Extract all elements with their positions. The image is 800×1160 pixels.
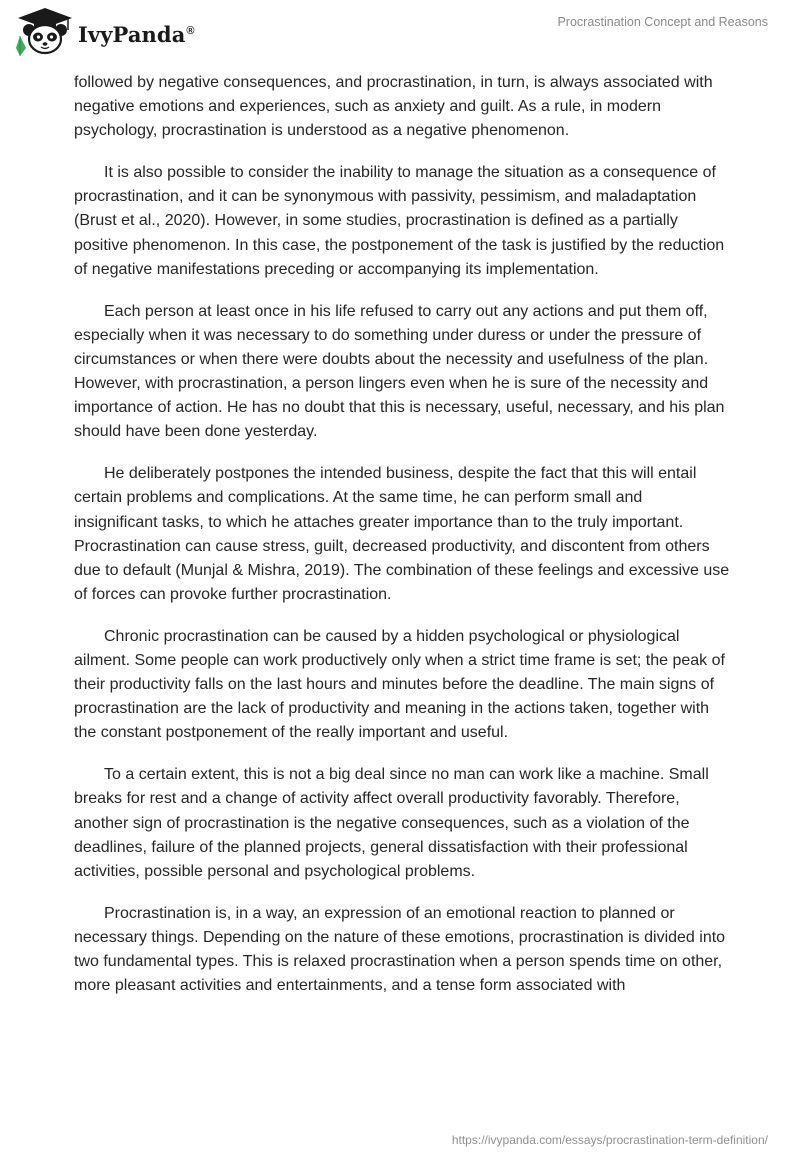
brand-name: IvyPanda® — [78, 21, 195, 47]
paragraph-1: followed by negative consequences, and procrastination, in turn, is always associated with negative emotions and experiences, such as anxiety and guilt. As a rule, in modern psychology, procrastination is understood as a negative phenomenon. — [74, 74, 713, 140]
panda-graduate-icon — [14, 6, 76, 58]
page-header — [0, 0, 800, 70]
paragraph-5: Chronic procrastination can be caused by a hidden psychological or physiological ailment. Some people can work productively only when a strict time frame is set; the peak of their productivity falls on the last hours and minutes before the deadline. The main signs of procrastination are the lack of productivity and meaning in the actions taken, together with the constant postponement of the really important and useful. — [74, 627, 725, 742]
paragraph-6: To a certain extent, this is not a big deal since no man can work like a machine. Small breaks for rest and a change of activity affect overall productivity favorably. Therefore, another sign of procrastination is the negative consequences, such as a violation of the deadlines, failure of the planned projects, general dissatisfaction with their professional activities, possible personal and psychological problems. — [74, 766, 709, 880]
paragraph-2: It is also possible to consider the inability to manage the situation as a consequence of procrastination, and it can be synonymous with passivity, pessimism, and maladaptation (Brust et al., 2020). However, in some studies, procrastination is defined as a partially positive phenomenon. In this case, the postponement of the task is justified by the reduction of negative manifestations preceding or accompanying its implementation. — [74, 164, 725, 278]
ivypanda-logo[interactable] — [14, 6, 195, 58]
paragraph-4: He deliberately postpones the intended business, despite the fact that this will entail certain problems and complications. At the same time, he can perform small and insignificant tasks, to which he attaches greater importance than to the truly important. Procrastination can cause stress, guilt, decreased productivity, and discontent from others due to default (Munjal & Mishra, 2019). The combination of these feelings and excessive use of forces can provoke further procrastination. — [74, 465, 730, 603]
paragraph-3: Each person at least once in his life refused to carry out any actions and put them off, especially when it was necessary to do something under duress or under the pressure of circumstances or when there were doubts about the necessity and usefulness of the plan. However, with procrastination, a person lingers even when he is sure of the necessity and importance of action. He has no doubt that this is necessary, useful, necessary, and his plan should have been done yesterday. — [74, 302, 725, 441]
paragraph-7: Procrastination is, in a way, an expression of an emotional reaction to planned or necessary things. Depending on the nature of these emotions, procrastination is divided into two fundamental types. This is relaxed procrastination when a person spends time on other, more pleasant activities and entertainments, and a tense form associated with — [74, 904, 726, 995]
essay-body — [74, 71, 730, 1016]
source-url-link[interactable]: https://ivypanda.com/essays/procrastination-term-definition/ — [451, 1133, 768, 1147]
document-title: Procrastination Concept and Reasons — [557, 15, 768, 29]
registered-mark: ® — [186, 24, 195, 37]
